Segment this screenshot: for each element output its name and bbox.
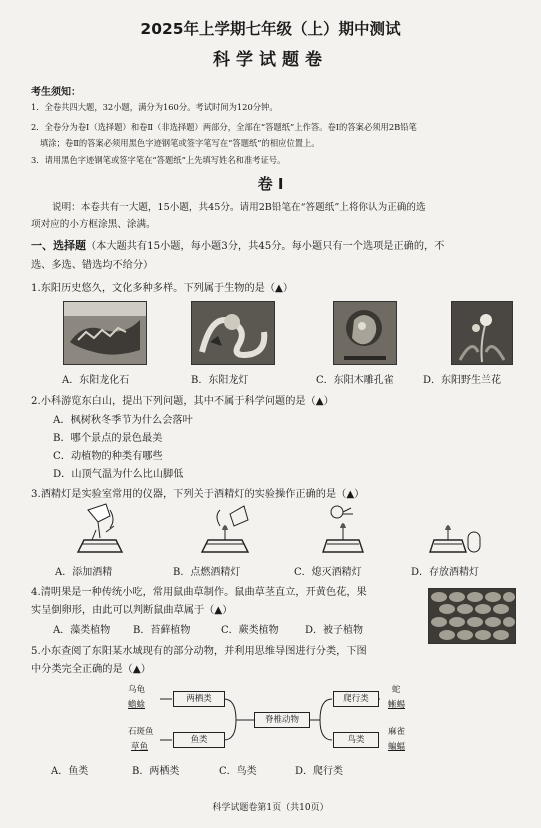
exam-subtitle: 科学试题卷 [213, 50, 328, 70]
lamp-storage-icon [428, 508, 482, 556]
lamp-lighting-icon [198, 504, 252, 556]
part-description: 选、多选、错选均不给分） [31, 260, 154, 271]
question-1-option: B．东阳龙灯 [191, 375, 249, 386]
lamp-adding-alcohol-icon [70, 502, 130, 556]
member-label: 蟾蜍 [128, 700, 146, 710]
question-2-option: C．动植物的种类有哪些 [53, 451, 163, 462]
question-3-stem: 3.酒精灯是实验室常用的仪器，下列关于酒精灯的实验操作正确的是（▲） [31, 489, 365, 500]
class-box-reptile: 爬行类 [333, 691, 379, 707]
section-instruction: 项对应的小方框涂黑、涂满。 [31, 219, 156, 230]
question-4-stem: 实呈倒卵形，由此可以判断鼠曲草属于（▲） [31, 605, 233, 616]
part-heading: 一、选择题 [31, 239, 86, 252]
notice-item: 2．全卷分为卷Ⅰ（选择题）和卷Ⅱ（非选择题）两部分，全部在“答题纸”上作答。卷Ⅰ的答案必须用2B铅笔 [31, 122, 417, 132]
question-2-stem: 2.小科游览东白山，提出下列问题，其中不属于科学问题的是（▲） [31, 396, 334, 407]
exam-title: 2025年上学期七年级（上）期中测试 [140, 20, 401, 38]
question-5-option: D．爬行类 [295, 766, 344, 777]
question-5-stem: 中分类完全正确的是（▲） [31, 664, 151, 675]
notice-heading: 考生须知： [31, 87, 81, 98]
question-3-option: C．熄灭酒精灯 [294, 567, 362, 578]
question-4-option: D．被子植物 [305, 625, 364, 636]
question-1-stem: 1.东阳历史悠久，文化多种多样。下列属于生物的是（▲） [31, 283, 294, 294]
member-label: 乌龟 [128, 685, 146, 695]
question-1-option: C．东阳木雕孔雀 [316, 375, 394, 386]
question-4-stem: 4.清明果是一种传统小吃，常用鼠曲草制作。鼠曲草茎直立，开黄色花，果 [31, 587, 367, 598]
class-box-fish: 鱼类 [173, 732, 225, 748]
page-footer: 科学试题卷第1页（共10页） [212, 803, 329, 813]
question-5-option: A．鱼类 [51, 766, 89, 777]
question-3-option: D．存放酒精灯 [411, 567, 480, 578]
question-4-option: C．蕨类植物 [221, 625, 279, 636]
member-label: 蝙蝠 [388, 742, 406, 752]
dragon-lantern-image [191, 301, 275, 365]
member-label: 草鱼 [131, 742, 149, 752]
lamp-extinguishing-icon [321, 502, 365, 556]
question-2-option: B．哪个景点的景色最美 [53, 433, 163, 444]
notice-item: 1．全卷共四大题，32小题，满分为160分。考试时间为120分钟。 [31, 102, 278, 112]
wood-carving-peacock-image [333, 301, 397, 365]
member-label: 蜥蜴 [388, 700, 406, 710]
question-1-option: D．东阳野生兰花 [423, 375, 502, 386]
question-2-option: D．山顶气温为什么比山脚低 [53, 469, 184, 480]
qingming-cake-image [428, 588, 516, 644]
question-3-option: A．添加酒精 [55, 567, 113, 578]
member-label: 石斑鱼 [128, 727, 154, 737]
question-4-option: A．藻类植物 [53, 625, 111, 636]
member-label: 蛇 [392, 685, 401, 695]
class-box-bird: 鸟类 [333, 732, 379, 748]
question-1-option: A．东阳龙化石 [62, 375, 130, 386]
part-description: （本大题共有15小题，每小题3分，共45分。每小题只有一个选项是正确的，不 [86, 241, 445, 252]
question-5-option: C．鸟类 [219, 766, 257, 777]
class-box-vertebrates: 脊椎动物 [254, 712, 310, 728]
class-box-amphibian: 两栖类 [173, 691, 225, 707]
member-label: 麻雀 [388, 727, 406, 737]
question-5-stem: 5.小东查阅了东阳某水域现有的部分动物，并利用思维导图进行分类，下图 [31, 646, 367, 657]
question-2-option: A．枫树秋冬季节为什么会落叶 [53, 415, 193, 426]
question-4-option: B．苔藓植物 [133, 625, 191, 636]
section-instruction: 说明：本卷共有一大题，15小题，共45分。请用2B铅笔在“答题纸”上将你认为正确的选 [52, 202, 426, 213]
part-heading-line [31, 237, 444, 253]
section-title: 卷 Ⅰ [257, 175, 284, 193]
question-5-option: B．两栖类 [132, 766, 180, 777]
notice-item: 3．请用黑色字迹钢笔或签字笔在“答题纸”上先填写姓名和准考证号。 [31, 155, 286, 165]
notice-item: 填涂；卷Ⅱ的答案必须用黑色字迹钢笔或签字笔写在“答题纸”的相应位置上。 [40, 138, 320, 148]
orchid-flower-image [451, 301, 513, 365]
question-3-option: B．点燃酒精灯 [173, 567, 241, 578]
dinosaur-fossil-image [63, 301, 147, 365]
